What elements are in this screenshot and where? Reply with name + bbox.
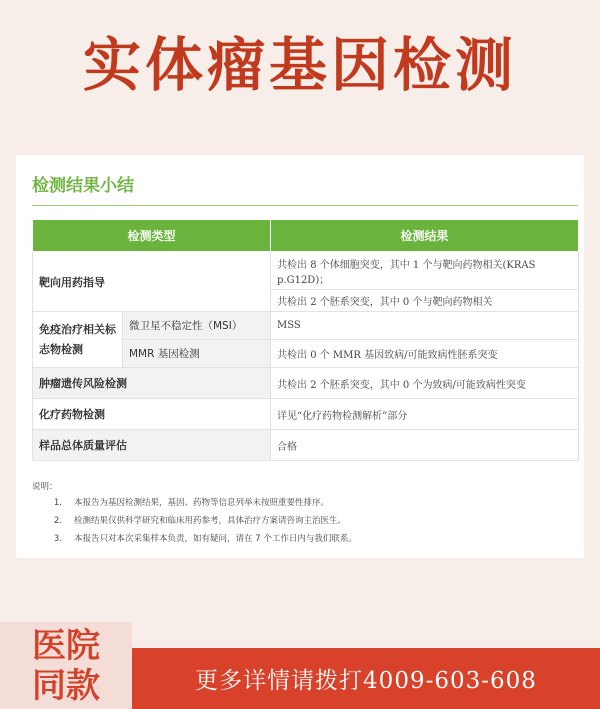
notes-section <box>32 478 578 548</box>
header-test-type: 检测类型 <box>33 220 271 252</box>
row-result-hereditary: 共检出 2 个胚系突变，其中 0 个为致病/可能致病性突变 <box>271 368 579 399</box>
contact-banner[interactable]: 更多详情请拨打4009-603-608 <box>132 648 600 709</box>
note-text: 本报告为基因检测结果，基因、药物等信息列举未按照重要性排序。 <box>74 498 330 508</box>
banner-title: 实体瘤基因检测 <box>82 31 517 99</box>
row-result-msi: MSS <box>271 312 579 340</box>
row-label-quality: 样品总体质量评估 <box>33 430 271 461</box>
row-result-quality: 合格 <box>271 430 579 461</box>
badge-line-1: 医院 <box>32 625 100 666</box>
row-label-immune: 免疫治疗相关标志物检测 <box>33 312 123 368</box>
note-text: 检测结果仅供科学研究和临床用药参考，具体治疗方案请咨询主治医生。 <box>74 516 347 526</box>
results-table <box>32 219 579 461</box>
note-text: 本报告只对本次采集样本负责，如有疑问，请在 7 个工作日内与我们联系。 <box>74 534 357 544</box>
hospital-badge <box>0 622 132 709</box>
table-row <box>33 368 579 399</box>
note-number: 3. <box>53 534 62 544</box>
row-result-targeted-somatic: 共检出 8 个体细胞突变，其中 1 个与靶向药物相关(KRAS p.G12D)； <box>271 252 579 290</box>
title-divider <box>32 205 578 206</box>
row-sublabel-mmr: MMR 基因检测 <box>123 340 271 368</box>
table-header-row <box>33 220 579 252</box>
notes-title: 说明： <box>32 482 58 492</box>
section-title: 检测结果小结 <box>32 176 134 196</box>
badge-line-2: 同款 <box>32 665 100 706</box>
results-card <box>16 155 584 558</box>
row-result-targeted-germline: 共检出 2 个胚系突变，其中 0 个与靶向药物相关 <box>271 290 579 312</box>
row-label-chemo: 化疗药物检测 <box>33 399 271 430</box>
row-sublabel-msi: 微卫星不稳定性（MSI） <box>123 312 271 340</box>
table-row <box>33 430 579 461</box>
note-item <box>32 512 578 530</box>
table-row <box>33 312 579 340</box>
row-result-chemo: 详见“化疗药物检测解析”部分 <box>271 399 579 430</box>
note-item <box>32 494 578 512</box>
note-item <box>32 530 578 548</box>
row-result-mmr: 共检出 0 个 MMR 基因致病/可能致病性胚系突变 <box>271 340 579 368</box>
header-test-result: 检测结果 <box>271 220 579 252</box>
row-label-targeted: 靶向用药指导 <box>33 252 271 312</box>
note-number: 2. <box>53 516 62 526</box>
note-number: 1. <box>53 498 62 508</box>
row-label-hereditary: 肿瘤遗传风险检测 <box>33 368 271 399</box>
table-row <box>33 252 579 290</box>
table-row <box>33 399 579 430</box>
